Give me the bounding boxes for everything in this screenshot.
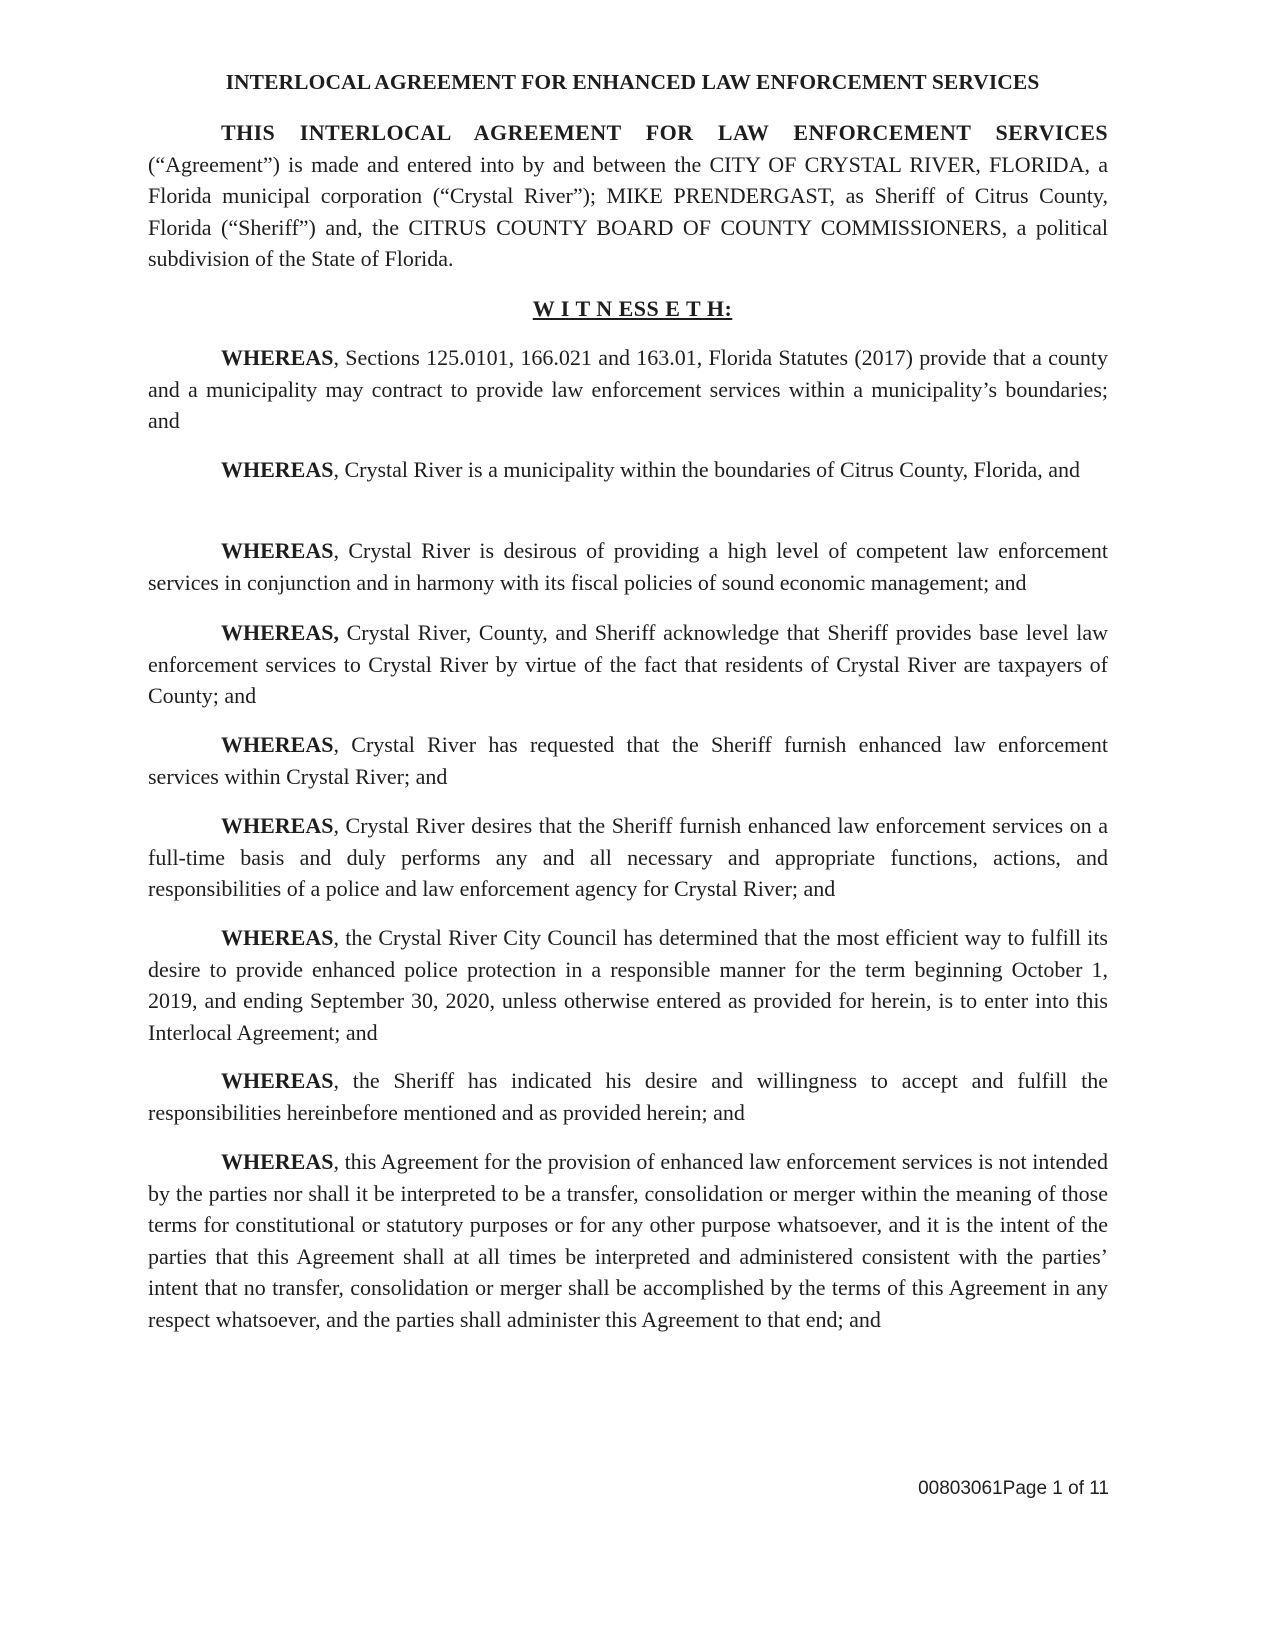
document-id: 00803061 — [918, 1478, 1003, 1499]
recital-lead: WHEREAS — [221, 813, 334, 838]
recital-lead: WHEREAS — [221, 457, 334, 482]
recital-lead: WHEREAS — [221, 1068, 334, 1093]
recital-text: , Crystal River is desirous of providing a high level of competent law enforcement services in conjunction and in harmony with its fiscal policies of sound economic management; and — [148, 538, 1108, 595]
recital-text: , this Agreement for the provision of enhanced law enforcement services is not intended by the parties nor shall it be interpreted to be a transfer, consolidation or merger within the meaning of those terms for constitutional or statutory purposes or for any other purpose whatsoever, and it is the intent of the parties that this Agreement shall at all times be interpreted and administered consistent with the parties’ intent that no transfer, consolidation or merger shall be accomplished by the terms of this Agreement in any respect whatsoever, and the parties shall administer this Agreement to that end; and — [148, 1149, 1108, 1332]
page-footer — [918, 1478, 1109, 1500]
recital-8 — [148, 1065, 1108, 1128]
recital-text: , Crystal River desires that the Sheriff furnish enhanced law enforcement services on a full-time basis and duly performs any and all necessary and appropriate functions, actions, and responsibilities of a police and law enforcement agency for Crystal River; and — [148, 813, 1108, 901]
recital-1 — [148, 342, 1108, 437]
recital-lead: WHEREAS — [221, 538, 334, 563]
intro-paragraph — [148, 117, 1108, 275]
recital-lead: WHEREAS — [221, 345, 334, 370]
recital-3 — [148, 535, 1108, 598]
recital-lead: WHEREAS — [221, 925, 334, 950]
recital-4 — [148, 617, 1108, 712]
recital-text: , the Crystal River City Council has determined that the most efficient way to fulfill its desire to provide enhanced police protection in a responsible manner for the term beginning October 1, 2019, and ending September 30, 2020, unless otherwise entered as provided for herein, is to enter into this Interlocal Agreement; and — [148, 925, 1108, 1045]
recital-7 — [148, 922, 1108, 1048]
page-number: Page 1 of 11 — [1002, 1478, 1109, 1499]
recital-text: , Crystal River has requested that the Sheriff furnish enhanced law enforcement services within Crystal River; and — [148, 732, 1108, 789]
recital-9 — [148, 1146, 1108, 1335]
recital-text: Crystal River, County, and Sheriff acknowledge that Sheriff provides base level law enforcement services to Crystal River by virtue of the fact that residents of Crystal River are taxpayers of County; and — [148, 620, 1108, 708]
recital-6 — [148, 810, 1108, 905]
recital-text: , Sections 125.0101, 166.021 and 163.01, Florida Statutes (2017) provide that a county and a municipality may contract to provide law enforcement services within a municipality’s boundaries; and — [148, 345, 1108, 433]
recital-5 — [148, 729, 1108, 792]
recital-text: , the Sheriff has indicated his desire and willingness to accept and fulfill the responsibilities hereinbefore mentioned and as provided herein; and — [148, 1068, 1108, 1125]
recital-lead: WHEREAS — [221, 732, 334, 757]
recital-text: , Crystal River is a municipality within the boundaries of Citrus County, Florida, and — [333, 457, 1080, 482]
recital-lead: WHEREAS — [221, 1149, 334, 1174]
recital-lead: WHEREAS, — [221, 620, 339, 645]
document-title: INTERLOCAL AGREEMENT FOR ENHANCED LAW ENFORCEMENT SERVICES — [225, 70, 1040, 94]
witnesseth-heading: W I T N ESS E T H: — [532, 296, 733, 321]
recital-2 — [148, 454, 1108, 486]
intro-lead: THIS INTERLOCAL AGREEMENT FOR LAW ENFORCEMENT SERVICES — [221, 120, 1108, 145]
intro-text: (“Agreement”) is made and entered into by and between the CITY OF CRYSTAL RIVER, FLORIDA, a Florida municipal corporation (“Crystal River”); MIKE PRENDERGAST, as Sheriff of Citrus County, Florida (“Sheriff”) and, the CITRUS COUNTY BOARD OF COUNTY COMMISSIONERS, a political subdivision of the State of Florida. — [148, 151, 1108, 271]
